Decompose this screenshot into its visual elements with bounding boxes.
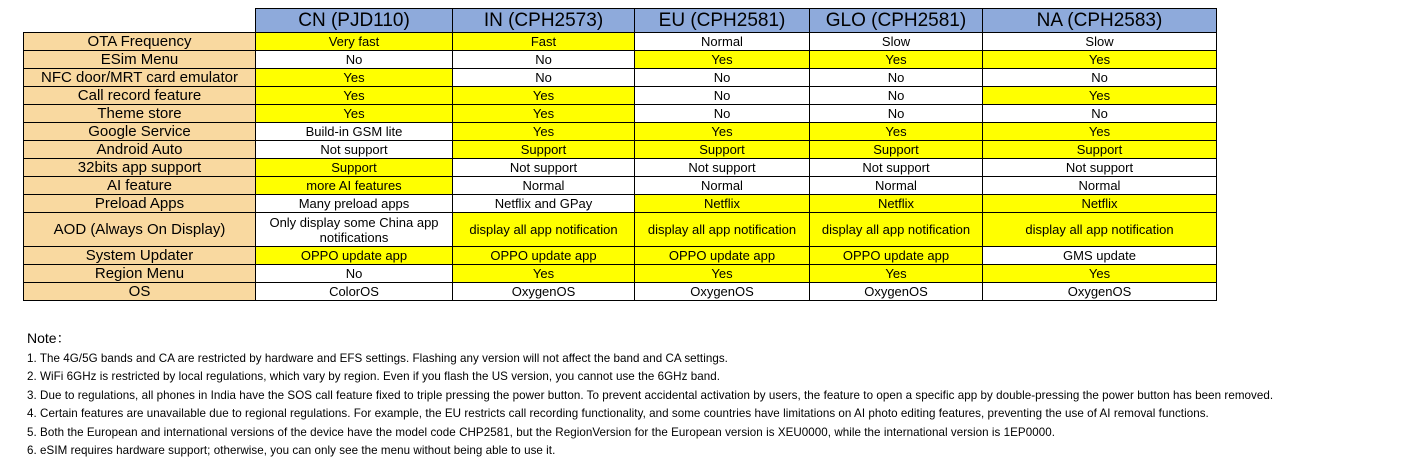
- value-cell: Netflix and GPay: [453, 195, 635, 213]
- value-cell: OxygenOS: [983, 283, 1217, 301]
- value-cell: Not support: [810, 159, 983, 177]
- value-cell: display all app notification: [635, 213, 810, 247]
- feature-label: Preload Apps: [24, 195, 256, 213]
- value-cell: Normal: [983, 177, 1217, 195]
- value-cell: Yes: [983, 265, 1217, 283]
- value-cell: Not support: [635, 159, 810, 177]
- value-cell: Slow: [810, 33, 983, 51]
- feature-label: Android Auto: [24, 141, 256, 159]
- value-cell: Yes: [810, 123, 983, 141]
- value-cell: Yes: [453, 87, 635, 105]
- table-row: [24, 123, 1217, 141]
- table-row: [24, 265, 1217, 283]
- value-cell: display all app notification: [453, 213, 635, 247]
- feature-label: Region Menu: [24, 265, 256, 283]
- value-cell: OxygenOS: [810, 283, 983, 301]
- column-header: CN (PJD110): [256, 9, 453, 33]
- value-cell: Yes: [635, 123, 810, 141]
- table-row: [24, 177, 1217, 195]
- comparison-table: [23, 8, 1217, 301]
- value-cell: Support: [453, 141, 635, 159]
- table-row: [24, 105, 1217, 123]
- note-item: 5. Both the European and international versions of the device have the model code CHP2581, but the RegionVersion for the European version is XEU0000, while the international version is 1EP0000.: [27, 425, 1055, 439]
- value-cell: OPPO update app: [453, 247, 635, 265]
- value-cell: display all app notification: [983, 213, 1217, 247]
- value-cell: Yes: [453, 105, 635, 123]
- value-cell: Not support: [983, 159, 1217, 177]
- value-cell: Many preload apps: [256, 195, 453, 213]
- value-cell: Only display some China app notifications: [256, 213, 453, 247]
- value-cell: OPPO update app: [810, 247, 983, 265]
- value-cell: Not support: [256, 141, 453, 159]
- value-cell: No: [810, 87, 983, 105]
- value-cell: Yes: [810, 51, 983, 69]
- value-cell: No: [810, 69, 983, 87]
- value-cell: No: [256, 265, 453, 283]
- value-cell: Yes: [256, 87, 453, 105]
- value-cell: Support: [635, 141, 810, 159]
- feature-label: OTA Frequency: [24, 33, 256, 51]
- table-row: [24, 87, 1217, 105]
- value-cell: Slow: [983, 33, 1217, 51]
- feature-label: AOD (Always On Display): [24, 213, 256, 247]
- value-cell: Yes: [635, 265, 810, 283]
- notes-list: [27, 350, 1273, 460]
- value-cell: GMS update: [983, 247, 1217, 265]
- value-cell: No: [256, 51, 453, 69]
- value-cell: Yes: [256, 105, 453, 123]
- value-cell: OxygenOS: [453, 283, 635, 301]
- feature-label: OS: [24, 283, 256, 301]
- value-cell: Netflix: [635, 195, 810, 213]
- value-cell: No: [983, 105, 1217, 123]
- notes-section: [27, 328, 1273, 460]
- notes-title: Note：: [27, 330, 71, 346]
- value-cell: Yes: [256, 69, 453, 87]
- value-cell: Support: [810, 141, 983, 159]
- note-item: 3. Due to regulations, all phones in India have the SOS call feature fixed to triple pressing the power button. To prevent accidental activation by users, the feature to open a specific app by double-pressing the power button has been removed.: [27, 388, 1274, 402]
- table-row: [24, 51, 1217, 69]
- value-cell: Fast: [453, 33, 635, 51]
- feature-label: System Updater: [24, 247, 256, 265]
- feature-label: ESim Menu: [24, 51, 256, 69]
- column-header: IN (CPH2573): [453, 9, 635, 33]
- header-row: [24, 9, 1217, 33]
- value-cell: more AI features: [256, 177, 453, 195]
- note-item: 2. WiFi 6GHz is restricted by local regulations, which vary by region. Even if you flash the US version, you cannot use the 6GHz band.: [27, 370, 720, 384]
- table-row: [24, 33, 1217, 51]
- value-cell: Support: [983, 141, 1217, 159]
- value-cell: ColorOS: [256, 283, 453, 301]
- column-header: EU (CPH2581): [635, 9, 810, 33]
- feature-label: AI feature: [24, 177, 256, 195]
- value-cell: Netflix: [810, 195, 983, 213]
- value-cell: Yes: [453, 265, 635, 283]
- column-header: GLO (CPH2581): [810, 9, 983, 33]
- value-cell: OPPO update app: [256, 247, 453, 265]
- value-cell: Support: [256, 159, 453, 177]
- feature-label: Call record feature: [24, 87, 256, 105]
- value-cell: Yes: [453, 123, 635, 141]
- value-cell: OPPO update app: [635, 247, 810, 265]
- note-item: 1. The 4G/5G bands and CA are restricted by hardware and EFS settings. Flashing any version will not affect the band and CA settings.: [27, 352, 728, 365]
- value-cell: No: [635, 105, 810, 123]
- note-item: 4. Certain features are unavailable due to regional regulations. For example, the EU restricts call recording functionality, and some countries have limitations on AI photo editing features, preventing the use of AI removal functions.: [27, 407, 1209, 421]
- value-cell: Build-in GSM lite: [256, 123, 453, 141]
- feature-label: Theme store: [24, 105, 256, 123]
- value-cell: Yes: [983, 51, 1217, 69]
- note-item: 6. eSIM requires hardware support; otherwise, you can only see the menu without being able to use it.: [27, 444, 556, 458]
- value-cell: Normal: [635, 33, 810, 51]
- value-cell: No: [453, 51, 635, 69]
- table-row: [24, 69, 1217, 87]
- feature-label: NFC door/MRT card emulator: [24, 69, 256, 87]
- value-cell: No: [635, 87, 810, 105]
- value-cell: Yes: [983, 123, 1217, 141]
- feature-label: 32bits app support: [24, 159, 256, 177]
- value-cell: No: [635, 69, 810, 87]
- value-cell: display all app notification: [810, 213, 983, 247]
- value-cell: Yes: [810, 265, 983, 283]
- value-cell: Very fast: [256, 33, 453, 51]
- value-cell: Normal: [635, 177, 810, 195]
- table-row: [24, 213, 1217, 247]
- value-cell: No: [810, 105, 983, 123]
- table-row: [24, 195, 1217, 213]
- feature-label: Google Service: [24, 123, 256, 141]
- value-cell: Normal: [453, 177, 635, 195]
- value-cell: OxygenOS: [635, 283, 810, 301]
- header-corner: [24, 9, 256, 33]
- table-row: [24, 159, 1217, 177]
- column-header: NA (CPH2583): [983, 9, 1217, 33]
- value-cell: Normal: [810, 177, 983, 195]
- value-cell: Netflix: [983, 195, 1217, 213]
- table-body: [24, 33, 1217, 301]
- table-row: [24, 247, 1217, 265]
- value-cell: Yes: [983, 87, 1217, 105]
- value-cell: Not support: [453, 159, 635, 177]
- table-row: [24, 283, 1217, 301]
- value-cell: Yes: [635, 51, 810, 69]
- value-cell: No: [983, 69, 1217, 87]
- table-row: [24, 141, 1217, 159]
- value-cell: No: [453, 69, 635, 87]
